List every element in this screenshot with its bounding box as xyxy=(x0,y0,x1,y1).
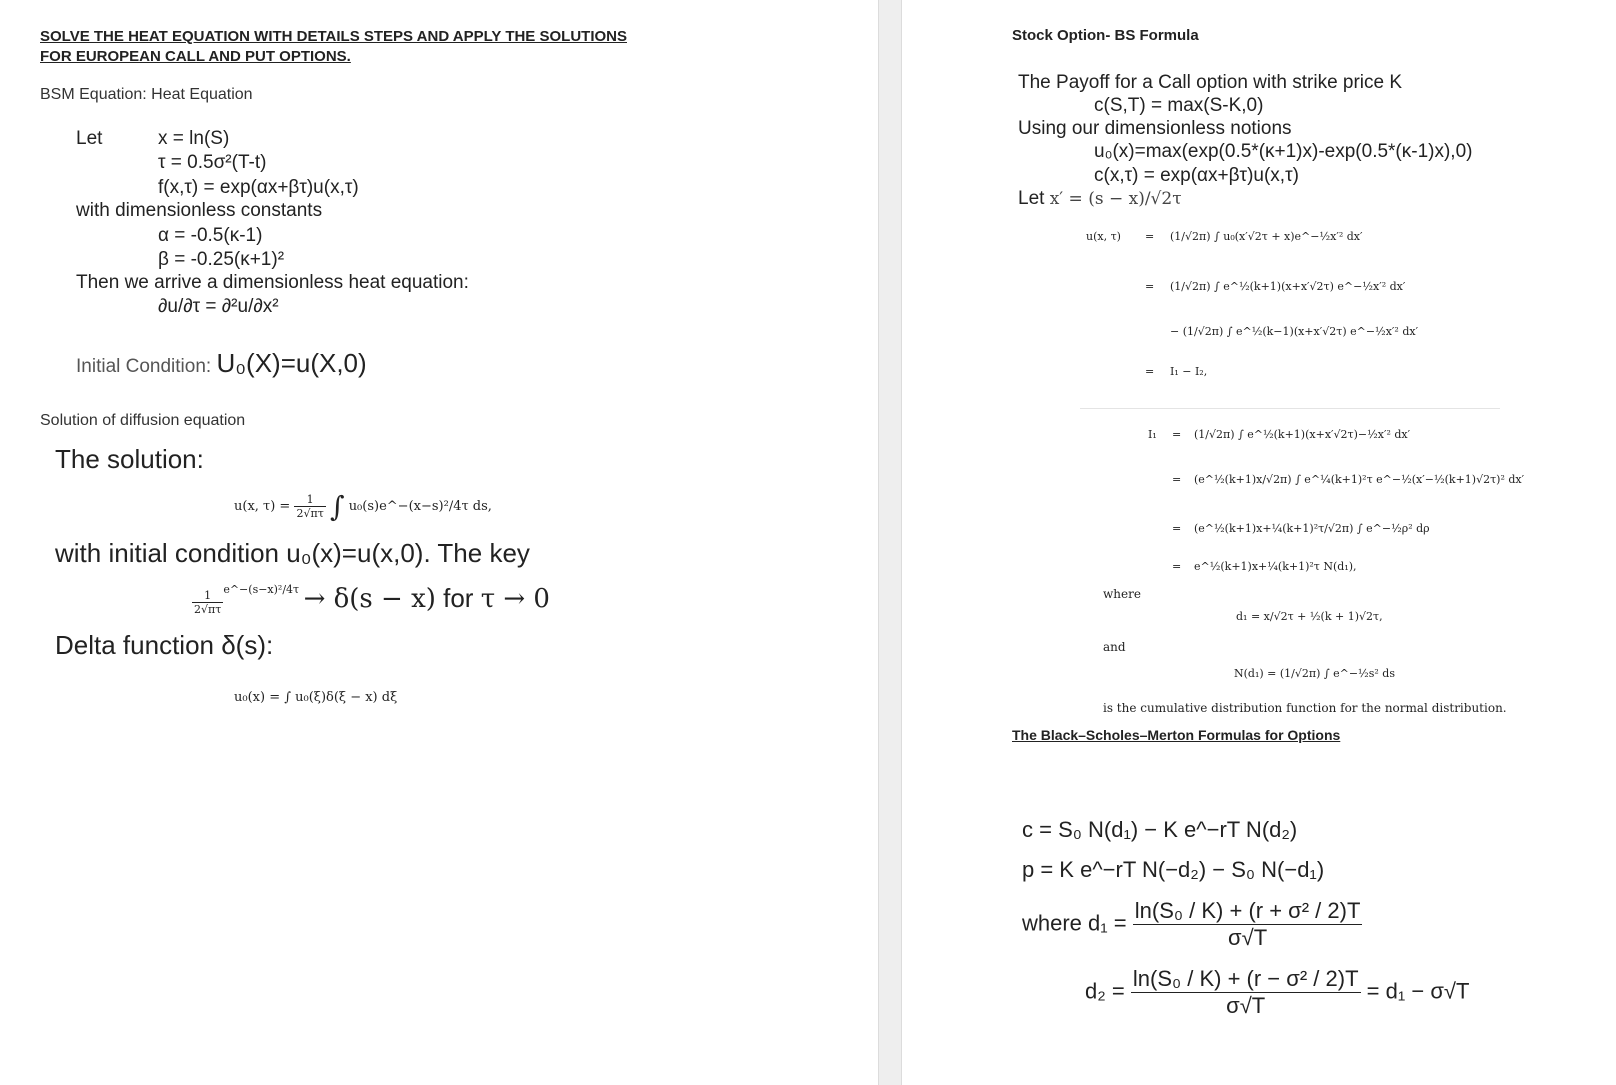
d1-fraction xyxy=(1133,898,1363,951)
call-formula: c = S₀ N(d₁) − K e^−rT N(d₂) xyxy=(1022,817,1298,842)
eq-sign-3: = xyxy=(1145,365,1155,378)
put-formula: p = K e^−rT N(−d₂) − S₀ N(−d₁) xyxy=(1022,857,1325,882)
ic-label: Initial Condition: xyxy=(76,356,217,377)
let-prefix: Let xyxy=(1018,188,1050,209)
let-label: Let xyxy=(76,128,103,149)
cdf-text: is the cumulative distribution function for the normal distribution. xyxy=(1103,701,1507,715)
eq-tau: τ = 0.5σ²(T-t) xyxy=(158,152,267,173)
delta-equation: u₀(x) = ∫ u₀(ξ)δ(ξ − x) dξ xyxy=(234,690,398,705)
eq-sign-2: = xyxy=(1145,280,1155,293)
sol-num: 1 xyxy=(294,493,325,507)
deriv-row3: − (1/√2π) ∫ e^½(k−1)(x+x′√2τ) e^−½x′² dx′ xyxy=(1170,325,1419,338)
right-title: Stock Option- BS Formula xyxy=(1012,27,1199,44)
key-num: 1 xyxy=(192,589,223,603)
d1-formula xyxy=(1022,898,1362,951)
key-for: for xyxy=(435,583,481,613)
d2-label: d₂ = xyxy=(1085,978,1125,1004)
derivation-separator xyxy=(1080,408,1500,409)
initial-condition xyxy=(76,348,367,379)
key-limit xyxy=(192,583,550,616)
bsm-formulas-heading: The Black–Scholes–Merton Formulas for Options xyxy=(1012,727,1341,743)
diffusion-heading: Solution of diffusion equation xyxy=(40,412,246,429)
then-text: Then we arrive a dimensionless heat equation: xyxy=(76,272,469,293)
i1-row4: e^½(k+1)x+¼(k+1)²τ N(d₁), xyxy=(1194,560,1357,573)
key-exp: e^−(s−x)²/4τ xyxy=(223,583,300,596)
payoff-line: The Payoff for a Call option with strike price K xyxy=(1018,72,1403,93)
payoff-eq: c(S,T) = max(S-K,0) xyxy=(1094,95,1264,116)
eq-sign-7: = xyxy=(1172,560,1182,573)
eq-sign-5: = xyxy=(1172,473,1182,486)
key-fraction xyxy=(192,589,223,616)
dimless-constants: with dimensionless constants xyxy=(76,200,323,221)
eq-sign-4: = xyxy=(1172,428,1182,441)
where-label: where xyxy=(1103,587,1141,601)
d1-denominator: σ√T xyxy=(1228,925,1268,950)
eq-f: f(x,τ) = exp(αx+βτ)u(x,τ) xyxy=(158,177,359,198)
using-line: Using our dimensionless notions xyxy=(1018,118,1292,139)
let-xprime xyxy=(1018,188,1182,210)
solution-label: The solution: xyxy=(55,444,204,474)
eq-sign-1: = xyxy=(1145,230,1155,243)
deriv-row2: (1/√2π) ∫ e^½(k+1)(x+x′√2τ) e^−½x′² dx′ xyxy=(1170,280,1406,293)
solution-formula xyxy=(234,490,492,523)
deriv-row4: I₁ − I₂, xyxy=(1170,365,1208,378)
d2-formula xyxy=(1085,966,1469,1019)
d2-numerator: ln(S₀ / K) + (r − σ² / 2)T xyxy=(1132,966,1359,991)
integral-sign: ∫ xyxy=(329,490,345,523)
deriv-row1: (1/√2π) ∫ u₀(x′√2τ + x)e^−½x′² dx′ xyxy=(1170,230,1363,243)
with-ic-text: with initial condition u₀(x)=u(x,0). The key xyxy=(55,538,530,568)
eq-sign-6: = xyxy=(1172,522,1182,535)
where-d1-label: where d₁ = xyxy=(1022,910,1127,936)
d1-numerator: ln(S₀ / K) + (r + σ² / 2)T xyxy=(1134,898,1361,923)
u0-eq: u₀(x)=max(exp(0.5*(κ+1)x)-exp(0.5*(κ-1)x),0) xyxy=(1094,141,1473,162)
d2-tail: = d₁ − σ√T xyxy=(1366,978,1470,1004)
eq-x: x = ln(S) xyxy=(158,128,230,149)
and-label: and xyxy=(1103,640,1126,654)
bsm-heading: BSM Equation: Heat Equation xyxy=(40,86,253,103)
key-limit-value: τ → 0 xyxy=(480,584,550,614)
sol-den: 2√πτ xyxy=(296,507,324,520)
page-gutter xyxy=(878,0,902,1085)
key-den: 2√πτ xyxy=(194,603,222,617)
u-lhs: u(x, τ) xyxy=(1086,230,1121,243)
i1-row3: (e^½(k+1)x+¼(k+1)²τ/√2π) ∫ e^−½ρ² dρ xyxy=(1194,522,1430,535)
sol-lhs: u(x, τ) = xyxy=(234,499,291,514)
i1-row2: (e^½(k+1)x/√2π) ∫ e^¼(k+1)²τ e^−½(x′−½(k+1)√2τ)² dx′ xyxy=(1194,473,1525,486)
eq-beta: β = -0.25(κ+1)² xyxy=(158,249,285,270)
nd1-definition: N(d₁) = (1/√2π) ∫ e^−½s² ds xyxy=(1234,667,1395,680)
heat-equation: ∂u/∂τ = ∂²u/∂x² xyxy=(158,296,279,317)
sol-fraction xyxy=(294,493,325,520)
sol-integrand: u₀(s)e^−(x−s)²/4τ ds, xyxy=(348,499,492,514)
c-eq: c(x,τ) = exp(αx+βτ)u(x,τ) xyxy=(1094,165,1299,186)
d1-definition: d₁ = x/√2τ + ½(k + 1)√2τ, xyxy=(1236,610,1383,623)
d2-denominator: σ√T xyxy=(1226,993,1266,1018)
let-eq: x′ = (s − x)/√2τ xyxy=(1049,189,1182,209)
key-arrow: → δ(s − x) xyxy=(303,584,436,614)
eq-alpha: α = -0.5(κ-1) xyxy=(158,225,263,246)
i1-lhs: I₁ xyxy=(1148,428,1157,441)
d2-fraction xyxy=(1131,966,1361,1019)
doc-title-line2: FOR EUROPEAN CALL AND PUT OPTIONS. xyxy=(40,48,351,65)
delta-label: Delta function δ(s): xyxy=(55,630,274,660)
doc-title-line1: SOLVE THE HEAT EQUATION WITH DETAILS STEPS AND APPLY THE SOLUTIONS xyxy=(40,28,627,45)
ic-value: U₀(X)=u(X,0) xyxy=(216,348,367,378)
i1-row1: (1/√2π) ∫ e^½(k+1)(x+x′√2τ)−½x′² dx′ xyxy=(1194,428,1411,441)
